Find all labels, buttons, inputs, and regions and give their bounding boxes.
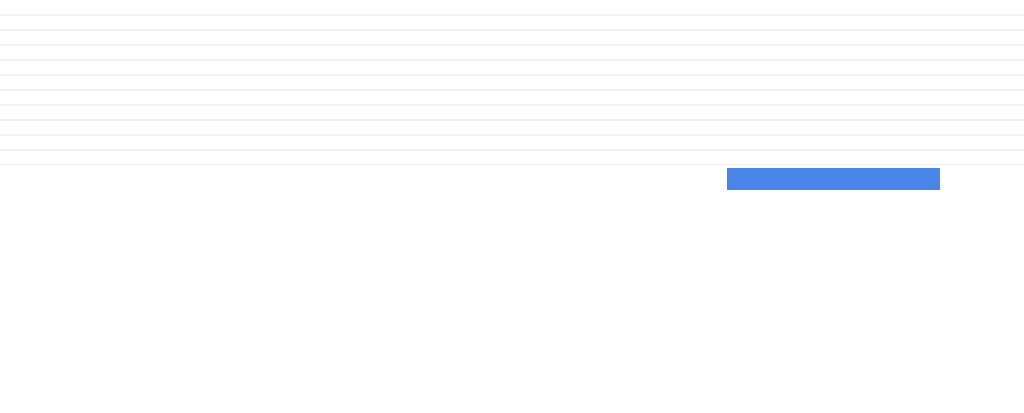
sheet-gridlines — [0, 0, 1024, 165]
worst-case-header — [727, 168, 940, 190]
